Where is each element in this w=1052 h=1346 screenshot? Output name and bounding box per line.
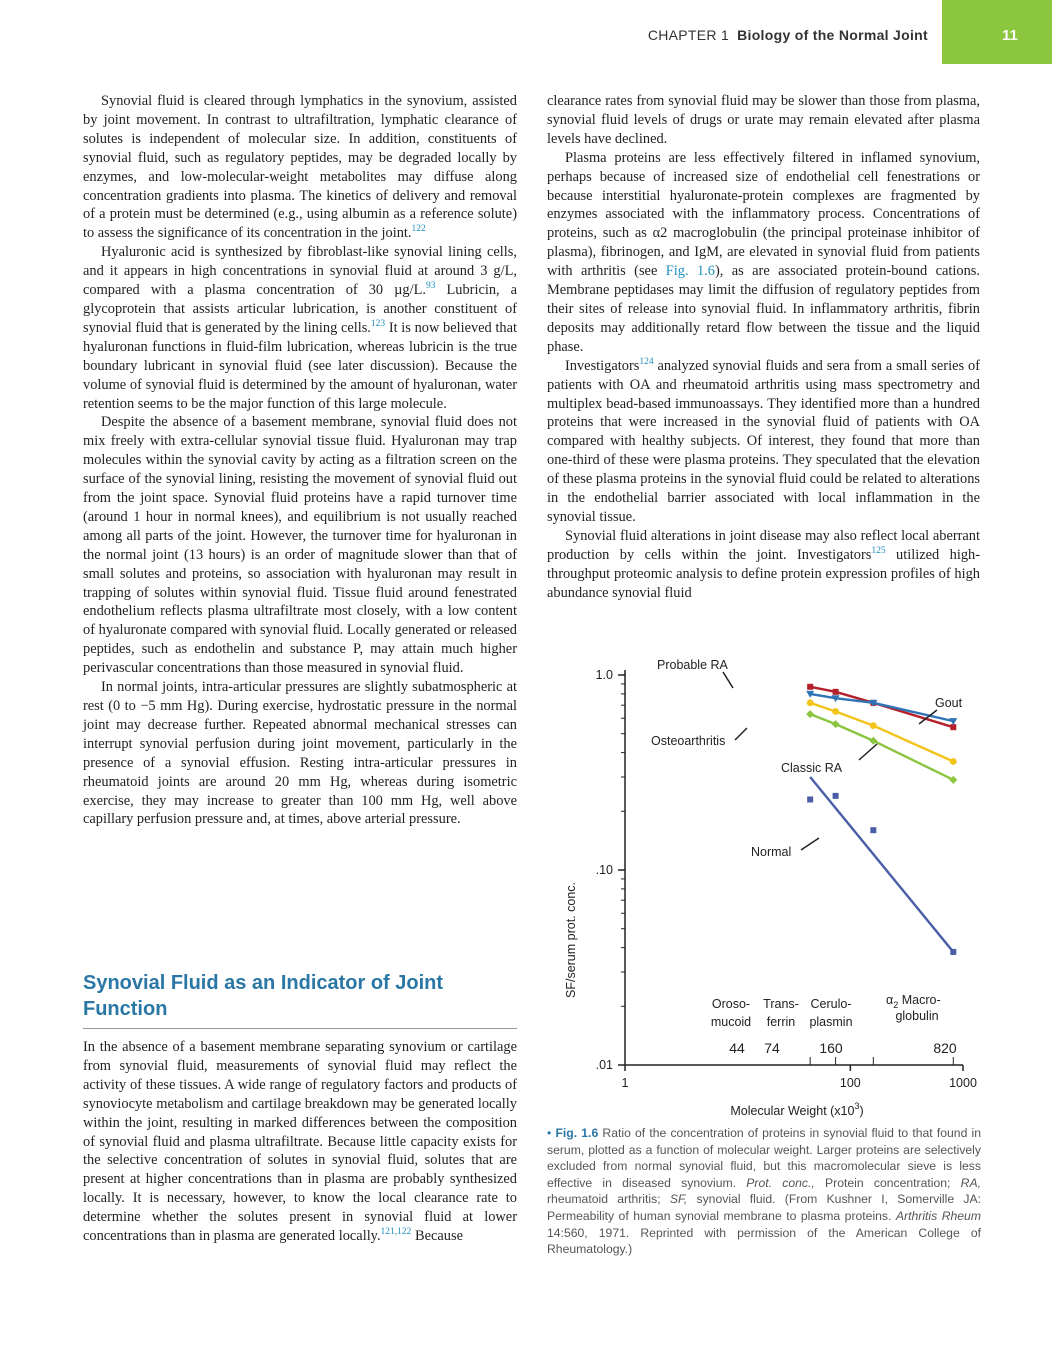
y-tick-label: 1.0	[595, 668, 613, 682]
right-column	[547, 92, 980, 602]
data-point-osteoarthritis	[950, 758, 957, 765]
series-line-gout	[810, 694, 953, 721]
x-tick-label: 1	[621, 1076, 629, 1090]
text: synovial fluid. (From Kushner I, Somerville JA: Permeability of human synovial membrane to plasma proteins.	[547, 1192, 981, 1223]
protein-name: Trans-	[763, 997, 799, 1011]
text: SF,	[669, 1192, 688, 1207]
text: Investigators	[565, 357, 640, 374]
paragraph	[83, 243, 517, 413]
protein-name: ferrin	[766, 1015, 796, 1029]
page-number-box	[942, 0, 1052, 64]
section-body	[83, 1038, 517, 1246]
leader-line	[859, 744, 877, 760]
leader-line	[801, 838, 819, 850]
paragraph	[547, 527, 980, 603]
reference-link[interactable]: 121,122	[380, 1227, 412, 1238]
text: rheumatoid arthritis;	[547, 1192, 670, 1207]
data-point-osteoarthritis	[870, 722, 877, 729]
figure-1-6	[547, 640, 987, 1120]
figure-link[interactable]: Fig. 1.6	[665, 263, 715, 280]
protein-mw: 160	[819, 1040, 843, 1056]
x-axis-label: Molecular Weight $(x10^3)$	[730, 1101, 864, 1118]
series-line-osteoarthritis	[810, 703, 953, 762]
text: 14:560, 1971. Reprinted with permission of the American College of Rheumatology.)	[547, 1225, 981, 1257]
figure-caption	[547, 1125, 981, 1258]
chapter-title: Biology of the Normal Joint	[737, 27, 928, 43]
chart-labels	[651, 658, 963, 859]
text: analyzed synovial fluids and sera from a small series of patients with OA and rheumatoid arthritis using mass spectrometry and multiplex bead-based immunoassays. They identified more than a hundred proteins that were increased in the synovial fluid of patients with OA compared with healthy subjects. Of interest, they found that more than one-third of these were plasma proteins. They speculated that the elevation of these plasma proteins in the synovial fluid could be related to alterations in the endothelial barrier associated with local inflammation in the synovial tissue.	[547, 357, 980, 525]
protein-name: Cerulo-	[810, 997, 852, 1011]
chart-series	[806, 684, 957, 955]
paragraph	[83, 1038, 517, 1246]
data-point-probable-ra	[833, 689, 839, 695]
x-tick-label: 100	[839, 1076, 861, 1090]
running-head	[648, 27, 928, 43]
reference-link[interactable]: 122	[411, 224, 426, 235]
data-point-normal	[870, 827, 876, 833]
section-heading: Synovial Fluid as an Indicator of Joint Function	[83, 970, 517, 1029]
left-column	[83, 92, 517, 829]
y-tick-label: .10	[595, 863, 613, 877]
reference-link[interactable]: 125	[871, 545, 886, 556]
text: It is now believed that hyaluronan functions in fluid-film lubrication, whereas lubricin is the true boundary lubricant in synovial fluid (see later discussion). Because the volume of synovial fluid is determined by the amount of hyaluronan, water retention seems to be the major function of this large molecule.	[83, 319, 518, 412]
text: Lubricin, a glycoprotein that assists articular lubrication, is another constituent of synovial fluid that is generated by the lining cells.	[83, 282, 518, 336]
data-point-normal	[833, 793, 839, 799]
reference-link[interactable]: 93	[425, 281, 436, 292]
text: RA,	[960, 1175, 981, 1190]
chapter-number: CHAPTER 1	[647, 27, 730, 43]
text: Prot. conc.,	[746, 1175, 815, 1190]
text: Arthritis Rheum	[895, 1208, 981, 1223]
text: utilized high-throughput proteomic analysis to define protein expression profiles of high abundance synovial fluid	[547, 546, 980, 601]
series-label-probable-ra: Probable RA	[657, 658, 728, 672]
data-point-probable-ra	[807, 684, 813, 690]
protein-name: mucoid	[710, 1015, 752, 1029]
text: Hyaluronic acid is synthesized by fibroblast-like synovial lining cells, and it appears in high concentrations in synovial fluid at around 3 g/L, compared with a plasma concentration of 30 µg/L.	[83, 244, 517, 299]
chart	[547, 640, 987, 1120]
leader-line	[723, 672, 733, 688]
text: Protein concentration;	[814, 1175, 961, 1190]
protein-mw: 44	[729, 1040, 745, 1056]
reference-link[interactable]: 124	[639, 356, 654, 367]
page-header	[0, 0, 1052, 64]
paragraph	[547, 149, 980, 357]
protein-name: Oroso-	[711, 997, 751, 1011]
data-point-classic-ra	[949, 776, 957, 784]
series-line-probable-ra	[810, 687, 953, 727]
series-label-normal: Normal	[751, 845, 792, 859]
data-point-classic-ra	[806, 710, 814, 718]
text: ), as are associated protein-bound cations. Membrane peptidases may limit the diffusion of regulatory peptides from their sites of release into synovial fluid. In inflammatory arthritis, fibrin deposits may additionally retard flow between the tissue and the liquid phase.	[547, 263, 980, 355]
paragraph: Despite the absence of a basement membrane, synovial fluid does not mix freely with extra-cellular synovial tissue fluid. Hyaluronan may trap molecules within the synovial cavity by acting as a filtration screen on the surface of the synovial lining, resisting the movement of synovial fluid out from the joint space. Synovial fluid proteins have a rapid turnover time (around 1 hour in normal knees), and equilibrium is not usually reached among all parts of the joint. However, the turnover time for hyaluronan in the normal joint (13 hours) is an order of magnitude slower than that of small solutes and proteins, so association with hyaluronan may result in trapping of solutes within synovial fluid. Tissue fluid around fenestrated endothelium reflects plasma ultrafiltrate most closely, with a low content of hyaluronate compared with synovial fluid. Locally generated or released peptides, such as endothelin and substance P, may attain much higher perivascular concentrations than those measured in synovial fluid.	[83, 414, 517, 677]
text: In the absence of a basement membrane separating synovium or cartilage from synovial fluid, measurements of synovial fluid may reflect the activity of these tissues. A wide range of regulatory factors and products of synoviocyte metabolism and cartilage breakdown may be generated locally within the joint, resulting in marked differences between the composition of synovial fluid and plasma ultrafiltrate. Because little capacity exists for the selective concentration of solutes in synovial fluid, solutes that are present at higher concentrations than in plasma are probably synthesized locally. It is necessary, however, to know the local clearance rate to determine whether the solutes present in synovial fluid at lower concentrations than in plasma are generated locally.	[83, 1039, 517, 1245]
leader-line	[735, 728, 747, 740]
protein-name: $\alpha_2$ Macro-	[886, 993, 941, 1010]
text: Synovial fluid is cleared through lymphatics in the synovium, assisted by joint movement. In contrast to ultrafiltration, lymphatic clearance of solutes is independent of molecular size. In addition, constituents of synovial fluid, such as regulatory peptides, may be degraded locally by enzymes, and low-molecular-weight metabolites may diffuse along concentration gradients into plasma. The kinetics of delivery and removal of a protein must be determined (e.g., using albumin as a reference solute) to assess the significance of its concentration in the joint.	[83, 93, 517, 242]
reference-link[interactable]: 123	[370, 319, 386, 330]
text: Ratio of the concentration of proteins in synovial fluid to that found in serum, plotted as a function of molecular weight. Larger proteins are selectively excluded from normal synovial fluid, but this macromolecular sieve is less effective in diseased synovium.	[547, 1126, 982, 1190]
page-number: 11	[1002, 27, 1018, 44]
protein-name: plasmin	[809, 1015, 853, 1029]
data-point-osteoarthritis	[807, 699, 814, 706]
series-label-classic-ra: Classic RA	[781, 761, 843, 775]
text: Because	[411, 1228, 463, 1245]
figure-label: Fig. 1.6	[555, 1126, 599, 1140]
paragraph	[83, 92, 517, 243]
protein-name: globulin	[895, 1009, 939, 1023]
series-line-normal	[810, 777, 953, 952]
protein-mw: 74	[764, 1040, 780, 1056]
data-point-classic-ra	[869, 737, 877, 745]
data-point-normal	[950, 949, 956, 955]
protein-mw: 820	[933, 1040, 957, 1056]
data-point-normal	[807, 796, 813, 802]
caption-bullet: •	[547, 1126, 552, 1140]
paragraph: In normal joints, intra-articular pressures are slightly subatmospheric at rest (0 to −5 mm Hg). During exercise, hydrostatic pressure in the normal joint may decrease further. Repeated abnormal mechanical stresses can interrupt synovial perfusion during joint movement, particularly in the presence of a synovial effusion. Resting intra-articular pressures in rheumatoid joints are around 20 mm Hg, whereas during isometric exercise, they may increase to greater than 100 mm Hg, well above capillary perfusion pressure and, at times, above arterial pressure.	[83, 679, 517, 828]
series-label-gout: Gout	[935, 696, 963, 710]
text: Plasma proteins are less effectively filtered in inflamed synovium, perhaps because of increased size of endothelial cell fenestrations or because interstitial hyaluronate-protein complexes are fragmented by enzymes associated with the inflammatory process. Concentrations of proteins, such as α2 macroglobulin (the principal proteinase inhibitor of plasma), fibrinogen, and IgM, are elevated in synovial fluid from patients with arthritis (see	[547, 149, 980, 280]
data-point-classic-ra	[832, 720, 840, 728]
y-tick-label: .01	[595, 1058, 613, 1072]
paragraph: clearance rates from synovial fluid may be slower than those from plasma, synovial fluid levels of drugs or urate may remain elevated after plasma levels have declined.	[547, 93, 980, 147]
paragraph	[547, 357, 980, 527]
x-tick-label: 1000	[949, 1076, 977, 1090]
text: Synovial fluid alterations in joint disease may also reflect local aberrant production by cells within the joint. Investigators	[547, 527, 980, 563]
y-axis-label: SF/serum prot. conc.	[564, 881, 578, 999]
protein-annotations	[711, 993, 957, 1056]
data-point-osteoarthritis	[832, 708, 839, 715]
series-label-osteoarthritis: Osteoarthritis	[651, 734, 726, 748]
